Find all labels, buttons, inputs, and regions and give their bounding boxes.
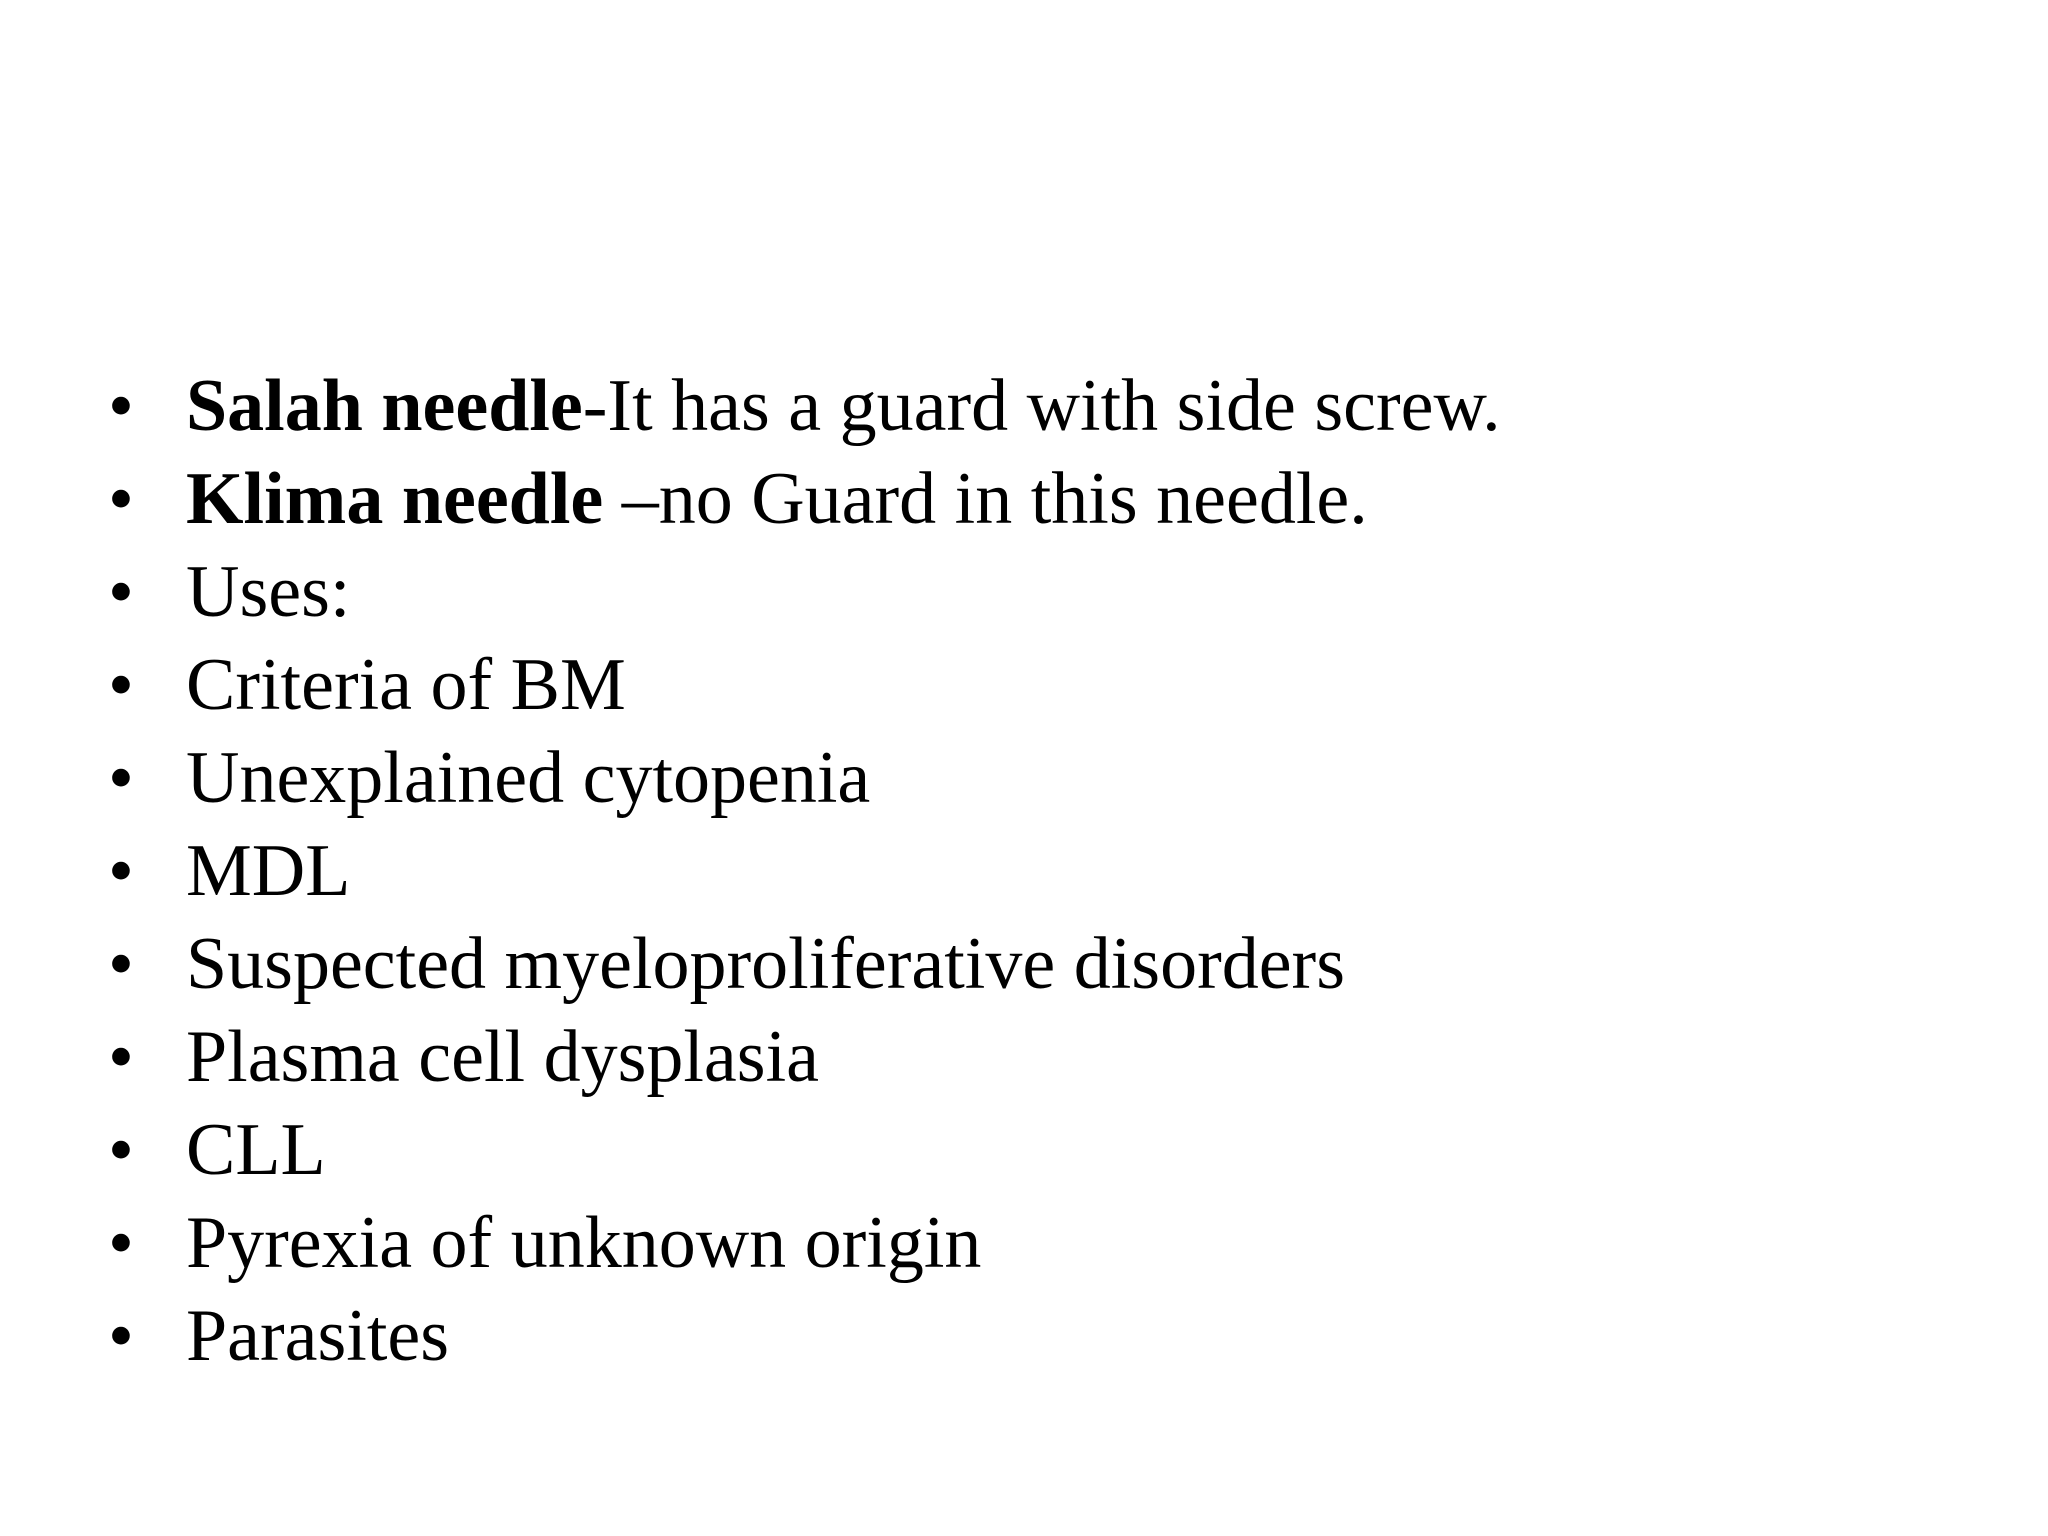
bullet-icon: • <box>108 458 134 540</box>
list-item-text <box>186 1011 1988 1104</box>
list-item-text <box>186 639 1988 732</box>
list-item-description: Suspected myeloproliferative disorders <box>186 923 1345 1005</box>
list-item-text <box>186 453 1988 546</box>
bullet-icon: • <box>108 365 134 447</box>
list-item <box>108 1104 1988 1197</box>
list-item-bold-term: Klima needle <box>186 458 604 540</box>
list-item-description: Unexplained cytopenia <box>186 737 871 819</box>
list-item <box>108 453 1988 546</box>
bullet-list <box>108 360 1988 1383</box>
bullet-icon: • <box>108 1295 134 1377</box>
list-item-description: Plasma cell dysplasia <box>186 1016 819 1098</box>
bullet-icon: • <box>108 1016 134 1098</box>
bullet-icon: • <box>108 551 134 633</box>
bullet-icon: • <box>108 1109 134 1191</box>
bullet-icon: • <box>108 737 134 819</box>
list-item-description: CLL <box>186 1109 326 1191</box>
list-item-text <box>186 1290 1988 1383</box>
list-item <box>108 546 1988 639</box>
list-item <box>108 639 1988 732</box>
list-item-text <box>186 1197 1988 1290</box>
list-item <box>108 732 1988 825</box>
list-item-text <box>186 546 1988 639</box>
list-item-text <box>186 360 1988 453</box>
bullet-icon: • <box>108 830 134 912</box>
list-item-description: Uses: <box>186 551 351 633</box>
list-item <box>108 360 1988 453</box>
list-item-description: Criteria of BM <box>186 644 626 726</box>
list-item <box>108 1290 1988 1383</box>
list-item <box>108 918 1988 1011</box>
list-item-text <box>186 732 1988 825</box>
list-item-text <box>186 1104 1988 1197</box>
list-item-description: –no Guard in this needle. <box>603 458 1368 540</box>
list-item <box>108 1197 1988 1290</box>
list-item <box>108 1011 1988 1104</box>
list-item-description: -It has a guard with side screw. <box>582 365 1501 447</box>
list-item-text <box>186 825 1988 918</box>
list-item <box>108 825 1988 918</box>
list-item-text <box>186 918 1988 1011</box>
list-item-description: Parasites <box>186 1295 450 1377</box>
bullet-icon: • <box>108 923 134 1005</box>
list-item-description: MDL <box>186 830 351 912</box>
bullet-icon: • <box>108 644 134 726</box>
bullet-icon: • <box>108 1202 134 1284</box>
list-item-description: Pyrexia of unknown origin <box>186 1202 982 1284</box>
list-item-bold-term: Salah needle <box>186 365 583 447</box>
